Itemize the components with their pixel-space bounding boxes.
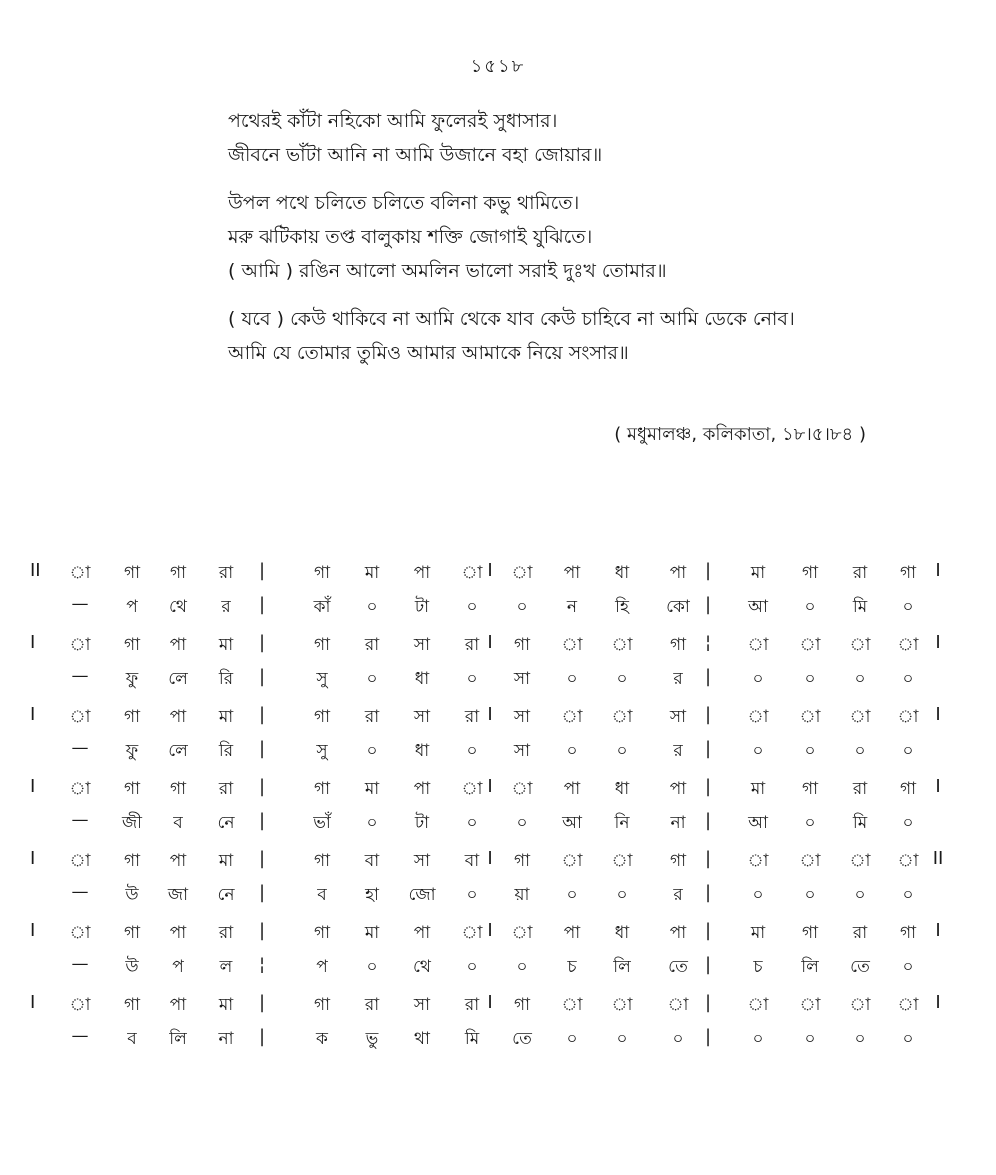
lyric-syllable: ০ — [466, 741, 478, 761]
lyric-syllable: ০ — [466, 597, 478, 617]
swara-note: া — [897, 707, 919, 727]
lyric-syllable: নে — [217, 885, 235, 905]
swara-note: বা — [364, 851, 380, 871]
swara-note: া — [561, 707, 583, 727]
swara-note: রা — [218, 779, 234, 799]
swara-note: া — [747, 995, 769, 1015]
lyric-syllable: টা — [414, 597, 430, 617]
swara-note: রা — [852, 923, 868, 943]
lyric-syllable: ০ — [616, 741, 628, 761]
lyric-syllable: ০ — [366, 741, 378, 761]
lyric-syllable: — — [71, 594, 89, 614]
lyric-syllable: তে — [668, 957, 688, 977]
swara-note: গা — [801, 779, 819, 799]
start-barline: II — [30, 560, 41, 581]
barline: | — [704, 776, 712, 797]
swara-note: া — [799, 707, 821, 727]
barline: ¦ — [258, 954, 266, 975]
lyric-syllable: ০ — [366, 813, 378, 833]
swara-note: পা — [413, 923, 431, 943]
lyric-syllable: — — [71, 666, 89, 686]
swara-note: া — [747, 635, 769, 655]
lyric-syllable: সা — [513, 741, 531, 761]
swara-note: পা — [669, 779, 687, 799]
lyric-line: আমি যে তোমার তুমিও আমার আমাকে নিয়ে সংসার॥ — [228, 342, 629, 364]
lyric-syllable: ০ — [616, 1029, 628, 1049]
end-barline: I — [935, 704, 941, 725]
swara-note: মা — [750, 779, 766, 799]
lyric-syllable: জা — [167, 885, 189, 905]
swara-note: পা — [669, 923, 687, 943]
barline: | — [258, 1026, 266, 1047]
swara-note: পা — [169, 635, 187, 655]
lyric-syllable: ব — [127, 1029, 137, 1049]
lyric-syllable: মি — [852, 597, 868, 617]
swara-note: া — [849, 995, 871, 1015]
barline: I — [487, 632, 493, 653]
barline: | — [258, 738, 266, 759]
barline: | — [258, 594, 266, 615]
swara-note: মা — [218, 707, 234, 727]
swara-note: া — [461, 923, 483, 943]
swara-note: া — [611, 995, 633, 1015]
barline: I — [487, 704, 493, 725]
swara-note: া — [897, 635, 919, 655]
lyric-line: পথেরই কাঁটা নহিকো আমি ফুলেরই সুধাসার। — [228, 110, 558, 132]
lyric-syllable: থা — [414, 1029, 430, 1049]
swara-note: া — [69, 779, 91, 799]
lyric-syllable: য়া — [514, 885, 530, 905]
swara-note: পা — [669, 563, 687, 583]
swara-note: পা — [169, 707, 187, 727]
swara-note: রা — [364, 707, 380, 727]
barline: | — [704, 738, 712, 759]
lyric-syllable: ০ — [616, 669, 628, 689]
barline: | — [704, 704, 712, 725]
lyric-syllable: সা — [513, 669, 531, 689]
swara-note: গা — [801, 563, 819, 583]
swara-note: গা — [123, 635, 141, 655]
start-barline: I — [30, 632, 36, 653]
swara-note: গা — [899, 563, 917, 583]
swara-note: া — [69, 851, 91, 871]
lyric-syllable: — — [71, 810, 89, 830]
lyric-syllable: ০ — [902, 957, 914, 977]
swara-note: গা — [313, 779, 331, 799]
lyric-syllable: ০ — [804, 813, 816, 833]
barline: | — [704, 954, 712, 975]
lyric-syllable: ০ — [752, 885, 764, 905]
barline: | — [258, 560, 266, 581]
swara-note: পা — [563, 923, 581, 943]
barline: I — [487, 560, 493, 581]
start-barline: I — [30, 992, 36, 1013]
lyric-syllable: নি — [614, 813, 630, 833]
swara-note: া — [69, 995, 91, 1015]
swara-note: সা — [513, 707, 531, 727]
swara-note: গা — [313, 995, 331, 1015]
lyric-syllable: — — [71, 882, 89, 902]
lyric-syllable: মি — [852, 813, 868, 833]
swara-note: পা — [563, 779, 581, 799]
swara-note: া — [849, 707, 871, 727]
swara-note: গা — [669, 851, 687, 871]
swara-note: গা — [669, 635, 687, 655]
lyric-syllable: ০ — [366, 597, 378, 617]
swara-note: মা — [750, 563, 766, 583]
swara-note: মা — [364, 923, 380, 943]
barline: | — [704, 810, 712, 831]
notation-row — [30, 768, 970, 840]
lyric-syllable: ০ — [902, 669, 914, 689]
notation-row — [30, 552, 970, 624]
swara-note: া — [897, 995, 919, 1015]
notation-row — [30, 696, 970, 768]
lyric-syllable: ০ — [804, 1029, 816, 1049]
swara-note: গা — [123, 923, 141, 943]
swara-note: গা — [513, 635, 531, 655]
swara-note: মা — [364, 779, 380, 799]
barline: | — [258, 666, 266, 687]
barline: | — [704, 594, 712, 615]
lyric-syllable: রি — [218, 669, 234, 689]
swara-note: রা — [464, 995, 480, 1015]
stanza — [228, 302, 948, 370]
swara-note: া — [461, 779, 483, 799]
lyric-syllable: র — [673, 885, 683, 905]
swara-note: া — [747, 707, 769, 727]
lyric-syllable: ধা — [414, 669, 430, 689]
lyric-syllable: সু — [316, 669, 328, 689]
lyric-syllable: ০ — [466, 957, 478, 977]
lyric-line: ( যবে ) কেউ থাকিবে না আমি থেকে যাব কেউ চাহিবে না আমি ডেকে নোব। — [228, 308, 795, 330]
notation-row — [30, 840, 970, 912]
notation-row — [30, 624, 970, 696]
swara-note: রা — [852, 779, 868, 799]
swara-note: গা — [313, 563, 331, 583]
lyric-syllable: ০ — [516, 813, 528, 833]
lyric-syllable: ০ — [854, 741, 866, 761]
swara-note: সা — [669, 707, 687, 727]
swara-note: া — [69, 635, 91, 655]
swara-note: গা — [313, 635, 331, 655]
barline: | — [258, 704, 266, 725]
swara-note: রা — [464, 635, 480, 655]
notation-row — [30, 984, 970, 1056]
swara-note: া — [849, 851, 871, 871]
lyric-syllable: না — [218, 1029, 234, 1049]
swara-note: গা — [313, 851, 331, 871]
lyric-syllable: ০ — [566, 741, 578, 761]
end-barline: I — [935, 776, 941, 797]
swara-note: া — [561, 851, 583, 871]
lyric-syllable: ০ — [902, 885, 914, 905]
end-barline: I — [935, 920, 941, 941]
lyric-syllable: ০ — [804, 885, 816, 905]
lyric-syllable: সু — [316, 741, 328, 761]
lyric-syllable: লি — [801, 957, 819, 977]
lyric-syllable: ০ — [804, 597, 816, 617]
barline: | — [704, 560, 712, 581]
swara-note: গা — [123, 851, 141, 871]
swara-note: গা — [123, 995, 141, 1015]
swara-note: া — [461, 563, 483, 583]
barline: | — [704, 848, 712, 869]
swara-note: গা — [123, 563, 141, 583]
lyric-syllable: ল — [219, 957, 233, 977]
lyric-syllable: লি — [613, 957, 631, 977]
lyric-syllable: ০ — [902, 597, 914, 617]
lyric-syllable: — — [71, 1026, 89, 1046]
lyric-syllable: র — [673, 669, 683, 689]
lyric-syllable: ন — [566, 597, 578, 617]
lyric-syllable: ০ — [566, 885, 578, 905]
lyric-syllable: নে — [217, 813, 235, 833]
lyric-syllable: ০ — [752, 669, 764, 689]
lyric-syllable: ভাঁ — [313, 813, 331, 833]
lyric-syllable: কাঁ — [313, 597, 331, 617]
lyric-syllable: প — [316, 957, 328, 977]
swara-note: গা — [169, 563, 187, 583]
lyric-syllable: রি — [218, 741, 234, 761]
lyric-syllable: লে — [168, 741, 188, 761]
lyric-syllable: ০ — [466, 669, 478, 689]
lyric-syllable: ০ — [854, 669, 866, 689]
barline: | — [258, 992, 266, 1013]
swara-note: বা — [464, 851, 480, 871]
end-barline: I — [935, 632, 941, 653]
swara-note: সা — [413, 635, 431, 655]
notation-table — [30, 552, 970, 1056]
swara-note: ধা — [614, 779, 630, 799]
lyric-syllable: লে — [168, 669, 188, 689]
barline: ¦ — [704, 632, 712, 653]
swara-note: রা — [464, 707, 480, 727]
swara-note: পা — [413, 779, 431, 799]
lyric-syllable: আ — [748, 813, 768, 833]
swara-note: গা — [513, 995, 531, 1015]
swara-note: া — [849, 635, 871, 655]
swara-note: া — [611, 707, 633, 727]
barline: I — [487, 848, 493, 869]
swara-note: া — [897, 851, 919, 871]
lyric-syllable: জী — [121, 813, 143, 833]
stanza — [228, 186, 948, 288]
swara-note: া — [69, 923, 91, 943]
lyric-syllable: ০ — [566, 1029, 578, 1049]
lyrics-block — [228, 104, 948, 384]
barline: I — [487, 920, 493, 941]
lyric-syllable: ব — [173, 813, 183, 833]
lyric-syllable: ০ — [854, 1029, 866, 1049]
lyric-syllable: কো — [666, 597, 690, 617]
swara-note: া — [69, 563, 91, 583]
lyric-syllable: প — [172, 957, 184, 977]
swara-note: গা — [123, 707, 141, 727]
lyric-syllable: ০ — [616, 885, 628, 905]
lyric-syllable: প — [126, 597, 138, 617]
lyric-syllable: আ — [562, 813, 582, 833]
lyric-line: উপল পথে চলিতে চলিতে বলিনা কভু থামিতে। — [228, 192, 580, 214]
lyric-syllable: হা — [365, 885, 379, 905]
lyric-syllable: ০ — [752, 741, 764, 761]
lyric-syllable: ০ — [366, 669, 378, 689]
lyric-syllable: চ — [753, 957, 763, 977]
lyric-syllable: টা — [414, 813, 430, 833]
start-barline: I — [30, 704, 36, 725]
lyric-syllable: ০ — [902, 1029, 914, 1049]
swara-note: গা — [801, 923, 819, 943]
swara-note: পা — [169, 851, 187, 871]
lyric-syllable: ০ — [566, 669, 578, 689]
lyric-syllable: র — [221, 597, 231, 617]
page-number: ১৫১৮ — [470, 56, 526, 77]
barline: | — [258, 920, 266, 941]
lyric-syllable: ভু — [365, 1029, 379, 1049]
lyric-syllable: ফু — [125, 669, 139, 689]
swara-note: া — [611, 851, 633, 871]
barline: | — [704, 882, 712, 903]
swara-note: গা — [899, 923, 917, 943]
swara-note: রা — [218, 563, 234, 583]
lyric-syllable: উ — [125, 957, 139, 977]
start-barline: I — [30, 920, 36, 941]
swara-note: পা — [169, 995, 187, 1015]
lyric-syllable: — — [71, 954, 89, 974]
swara-note: মা — [750, 923, 766, 943]
barline: | — [704, 1026, 712, 1047]
barline: | — [704, 920, 712, 941]
lyric-syllable: তে — [850, 957, 870, 977]
swara-note: মা — [218, 995, 234, 1015]
swara-note: া — [511, 563, 533, 583]
barline: I — [487, 776, 493, 797]
barline: | — [258, 882, 266, 903]
swara-note: া — [799, 635, 821, 655]
swara-note: া — [69, 707, 91, 727]
lyric-syllable: ০ — [752, 1029, 764, 1049]
lyric-syllable: আ — [748, 597, 768, 617]
swara-note: া — [611, 635, 633, 655]
lyric-syllable: ০ — [902, 741, 914, 761]
lyric-syllable: ০ — [466, 885, 478, 905]
swara-note: া — [511, 923, 533, 943]
swara-note: ধা — [614, 563, 630, 583]
lyric-syllable: থে — [413, 957, 431, 977]
barline: | — [704, 992, 712, 1013]
lyric-syllable: ০ — [804, 741, 816, 761]
lyric-syllable: ০ — [672, 1029, 684, 1049]
swara-note: রা — [218, 923, 234, 943]
swara-note: া — [747, 851, 769, 871]
swara-note: গা — [313, 923, 331, 943]
swara-note: রা — [364, 995, 380, 1015]
lyric-line: জীবনে ভাঁটা আনি না আমি উজানে বহা জোয়ার॥ — [228, 144, 603, 166]
lyric-line: মরু ঝটিকায় তপ্ত বালুকায় শক্তি জোগাই যুঝিতে। — [228, 226, 593, 248]
lyric-syllable: ব — [317, 885, 327, 905]
end-barline: II — [932, 848, 944, 869]
lyric-syllable: লি — [169, 1029, 187, 1049]
lyric-syllable: ০ — [902, 813, 914, 833]
source-citation: ( মধুমালঞ্চ, কলিকাতা, ১৮।৫।৮৪ ) — [614, 424, 866, 445]
swara-note: মা — [218, 851, 234, 871]
lyric-syllable: ০ — [854, 885, 866, 905]
lyric-syllable: থে — [169, 597, 187, 617]
end-barline: I — [935, 560, 941, 581]
stanza — [228, 104, 948, 172]
lyric-syllable: ০ — [516, 957, 528, 977]
lyric-syllable: উ — [125, 885, 139, 905]
swara-note: া — [561, 995, 583, 1015]
swara-note: পা — [563, 563, 581, 583]
swara-note: া — [667, 995, 689, 1015]
swara-note: া — [799, 851, 821, 871]
lyric-syllable: তে — [512, 1029, 532, 1049]
lyric-syllable: ক — [316, 1029, 328, 1049]
swara-note: সা — [413, 995, 431, 1015]
swara-note: সা — [413, 707, 431, 727]
lyric-syllable: চ — [567, 957, 577, 977]
end-barline: I — [935, 992, 941, 1013]
notation-row — [30, 912, 970, 984]
lyric-syllable: হি — [615, 597, 629, 617]
lyric-syllable: ফু — [125, 741, 139, 761]
lyric-syllable: র — [673, 741, 683, 761]
start-barline: I — [30, 776, 36, 797]
start-barline: I — [30, 848, 36, 869]
lyric-syllable: ০ — [366, 957, 378, 977]
swara-note: গা — [169, 779, 187, 799]
lyric-syllable: ০ — [804, 669, 816, 689]
swara-note: ধা — [614, 923, 630, 943]
swara-note: া — [511, 779, 533, 799]
barline: | — [704, 666, 712, 687]
barline: | — [258, 776, 266, 797]
swara-note: পা — [413, 563, 431, 583]
lyric-syllable: না — [670, 813, 686, 833]
swara-note: া — [799, 995, 821, 1015]
swara-note: া — [561, 635, 583, 655]
swara-note: রা — [364, 635, 380, 655]
swara-note: পা — [169, 923, 187, 943]
barline: | — [258, 632, 266, 653]
barline: | — [258, 810, 266, 831]
barline: I — [487, 992, 493, 1013]
swara-note: মা — [364, 563, 380, 583]
swara-note: মা — [218, 635, 234, 655]
lyric-syllable: — — [71, 738, 89, 758]
lyric-syllable: ধা — [414, 741, 430, 761]
swara-note: গা — [513, 851, 531, 871]
swara-note: রা — [852, 563, 868, 583]
lyric-syllable: ০ — [516, 597, 528, 617]
lyric-syllable: মি — [464, 1029, 480, 1049]
barline: | — [258, 848, 266, 869]
lyric-line: ( আমি ) রঙিন আলো অমলিন ভালো সরাই দুঃখ তোমার॥ — [228, 260, 667, 282]
swara-note: গা — [123, 779, 141, 799]
swara-note: গা — [313, 707, 331, 727]
swara-note: গা — [899, 779, 917, 799]
swara-note: সা — [413, 851, 431, 871]
lyric-syllable: জো — [408, 885, 436, 905]
lyric-syllable: ০ — [466, 813, 478, 833]
